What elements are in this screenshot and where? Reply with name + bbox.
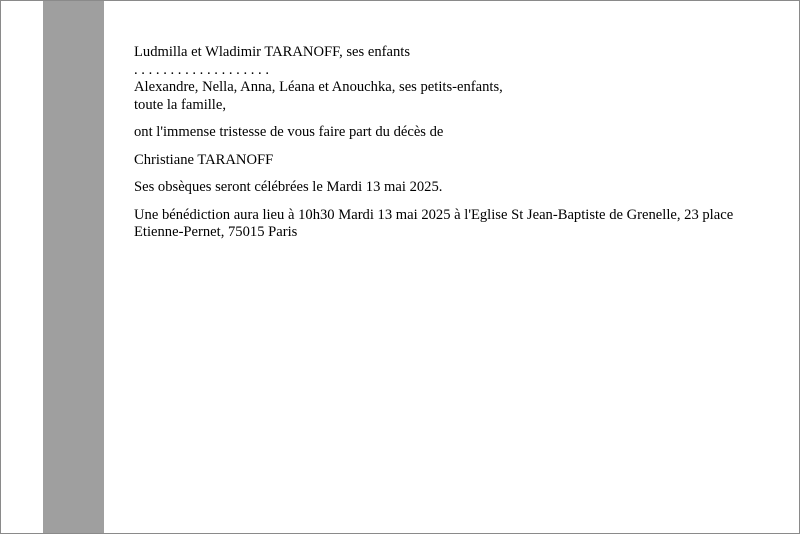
notice-content <box>134 44 754 242</box>
dots-separator: . . . . . . . . . . . . . . . . . . . <box>134 61 269 78</box>
grandchildren-line: Alexandre, Nella, Anna, Léana et Anouchka, ses petits-enfants, <box>134 79 503 95</box>
side-bar <box>43 1 104 533</box>
announcement-line: ont l'immense tristesse de vous faire part du décès de <box>134 124 444 140</box>
blessing-line-2: Etienne-Pernet, 75015 Paris <box>134 224 298 240</box>
blessing-line-1: Une bénédiction aura lieu à 10h30 Mardi 13 mai 2025 à l'Eglise St Jean-Baptiste de Grenelle, 23 place <box>134 206 734 223</box>
family-line: toute la famille, <box>134 96 226 113</box>
children-line: Ludmilla et Wladimir TARANOFF, ses enfants <box>134 44 410 60</box>
deceased-name: Christiane TARANOFF <box>134 151 274 168</box>
funeral-line: Ses obsèques seront célébrées le Mardi 13 mai 2025. <box>134 179 443 195</box>
